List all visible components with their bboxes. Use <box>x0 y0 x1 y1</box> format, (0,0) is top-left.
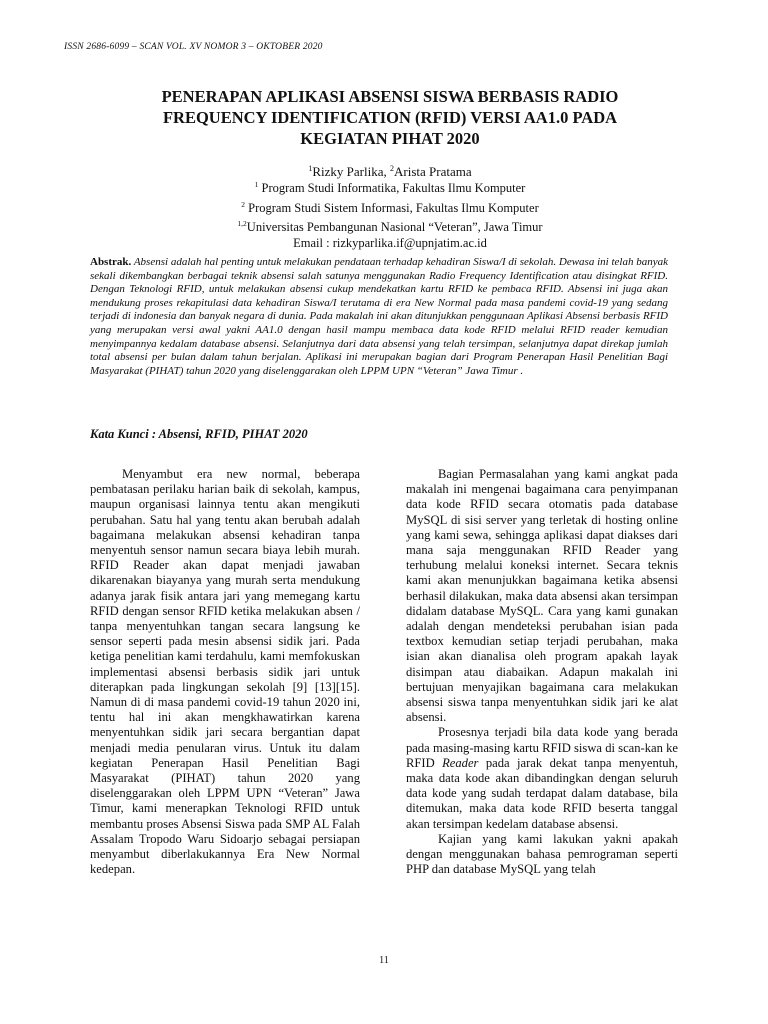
body-italic: Reader <box>442 755 479 770</box>
affiliations <box>90 177 690 251</box>
keywords: Kata Kunci : Absensi, RFID, PIHAT 2020 <box>90 427 308 441</box>
paper-title <box>90 86 690 149</box>
author-2: Arista Pratama <box>394 164 472 179</box>
journal-header: ISSN 2686-6099 – SCAN VOL. XV NOMOR 3 – OKTOBER 2020 <box>64 42 323 52</box>
affiliation-1 <box>90 177 690 197</box>
abstract-text: Absensi adalah hal penting untuk melakukan pendataan terhadap kehadiran Siswa/I di sekolah. Dewasa ini telah banyak sekali dikembangkan berbagai teknik absensi salah satunya menggunakan Radio Frequency Identification atau disingkat RFID. Dengan Teknologi RFID, untuk melakukan absensi cukup mendekatkan kartu RFID ke pembaca RFID. Absensi ini juga akan mendukung proses rekapitulasi data kehadiran Siswa/I terutama di era New Normal pada masa pandemi covid-19 yang sedang terjadi di indonesia dan banyak negara di dunia. Pada makalah ini akan ditunjukkan penggunaan Aplikasi Absensi berbasis RFID yang merupakan versi awal yakni AA1.0 dengan hasil mampu membaca data kode RFID melalui RFID reader kemudian menyimpannya kedalam database absensi. Selanjutnya dari data absensi yang telah tersimpan, selanjutnya dapat direkap jumlah total absensi per bulan dalam tahun berjalan. Aplikasi ini merupakan bagian dari Program Penerapan Hasil Penelitian Bagi Masyarakat (PIHAT) tahun 2020 yang diselenggarakan oleh LPPM UPN “Veteran” Jawa Timur . <box>90 256 668 377</box>
affiliation-1-text: Program Studi Informatika, Fakultas Ilmu Komputer <box>258 181 526 195</box>
title-line-3: KEGIATAN PIHAT 2020 <box>300 129 480 148</box>
author-1-sup: 1 <box>308 164 313 173</box>
affiliation-2-sup: 2 <box>241 199 245 209</box>
affiliation-2-text: Program Studi Sistem Informasi, Fakultas Ilmu Komputer <box>245 200 539 215</box>
left-column <box>90 467 360 877</box>
body-paragraph <box>406 725 678 831</box>
abstract-label: Abstrak. <box>90 256 132 268</box>
right-column <box>406 467 678 877</box>
body-paragraph: Menyambut era new normal, beberapa pembatasan perilaku harian baik di sekolah, kampus, maupun organisasi lainnya tentu akan mengikuti perubahan. Satu hal yang tentu akan berubah adalah bagaimana melakukan absensi kehadiran tanpa menyentuh sensor namun secara biaya lebih murah. RFID Reader akan dapat menjadi jawaban dikarenakan biayanya yang murah serta mendukung adanya jarak fisik antara jari yang memegang kartu RFID dengan sensor RFID ketika melakukan absen / tanpa menyentuhkan tangan secara langsung ke sensor seperti pada mesin absensi sidik jari. Pada ketiga penelitian kami terdahulu, kami memfokuskan implementasi absensi berbasis sidik jari untuk diterapkan pada lingkungan sekolah [9] [13][15]. Namun di di masa pandemi covid-19 tahun 2020 ini, tentu hal ini akan mengkhawatirkan karena menyentuhkan sidik jari secara bergantian dapat menjadi media penularan virus. Untuk itu dalam kegiatan Penerapan Hasil Penelitian Bagi Masyarakat (PIHAT) tahun 2020 yang diselenggarakan oleh LPPM UPN “Veteran” Jawa Timur, kami menerapkan Teknologi RFID untuk membantu proses Absensi Siswa pada SMP AL Falah Assalam Tropodo Waru Sidoarjo sebagai persiapan menyambut diberlakukannya Era New Normal kedepan. <box>90 467 360 877</box>
page-number: 11 <box>379 955 389 966</box>
abstract <box>90 256 668 378</box>
body-paragraph: Bagian Permasalahan yang kami angkat pada makalah ini mengenai bagaimana cara penyimpanan data kode RFID secara otomatis pada database MySQL di sisi server yang terletak di hosting online yang kami sewa, sehingga aplikasi dapat diakses dari mana saja menggunakan RFID Reader yang terhubung melalui koneksi internet. Secara teknis kami akan menunjukkan bagaimana ketika absensi berhasil dilakukan, maka data absensi akan tersimpan didalam database MySQL. Cara yang kami gunakan adalah dengan mendeteksi perubahan isian pada textbox kemudian setiap terjadi perubahan, maka isian akan dianalisa oleh program apakah layak disimpan atau diabaikan. Adapun makalah ini bertujuan menyajikan bagaimana cara melakukan absensi siswa tanpa menyentuhkan sidik jari ke alat absensi. <box>406 467 678 725</box>
affiliation-3-sup: 1,2 <box>237 219 247 228</box>
affiliation-3 <box>90 216 690 236</box>
author-1: Rizky Parlika, <box>312 164 390 179</box>
affiliation-3-text: Universitas Pembangunan Nasional “Veteran”, Jawa Timur <box>246 220 543 234</box>
author-email: Email : rizkyparlika.if@upnjatim.ac.id <box>293 235 487 250</box>
title-line-2: FREQUENCY IDENTIFICATION (RFID) VERSI AA1.0 PADA <box>162 108 618 127</box>
body-text: pada jarak dekat tanpa menyentuh, maka data kode akan dibandingkan dengan seluruh data kode yang sudah terdapat dalam database, bila ditemukan, maka data kode RFID beserta tanggal akan tersimpan kedelam database absensi. <box>406 755 679 831</box>
affiliation-2 <box>90 197 690 217</box>
title-line-1: PENERAPAN APLIKASI ABSENSI SISWA BERBASIS RADIO <box>161 87 619 106</box>
body-text: Prosesnya terjadi bila data kode yang berada pada masing-masing kartu RFID siswa di scan-kan ke RFID <box>406 725 678 770</box>
affiliation-1-sup: 1 <box>254 180 259 189</box>
body-paragraph: Kajian yang kami lakukan yakni apakah dengan menggunakan bahasa pemrograman seperti PHP dan database MySQL yang telah <box>406 831 678 877</box>
author-2-sup: 2 <box>390 164 394 173</box>
